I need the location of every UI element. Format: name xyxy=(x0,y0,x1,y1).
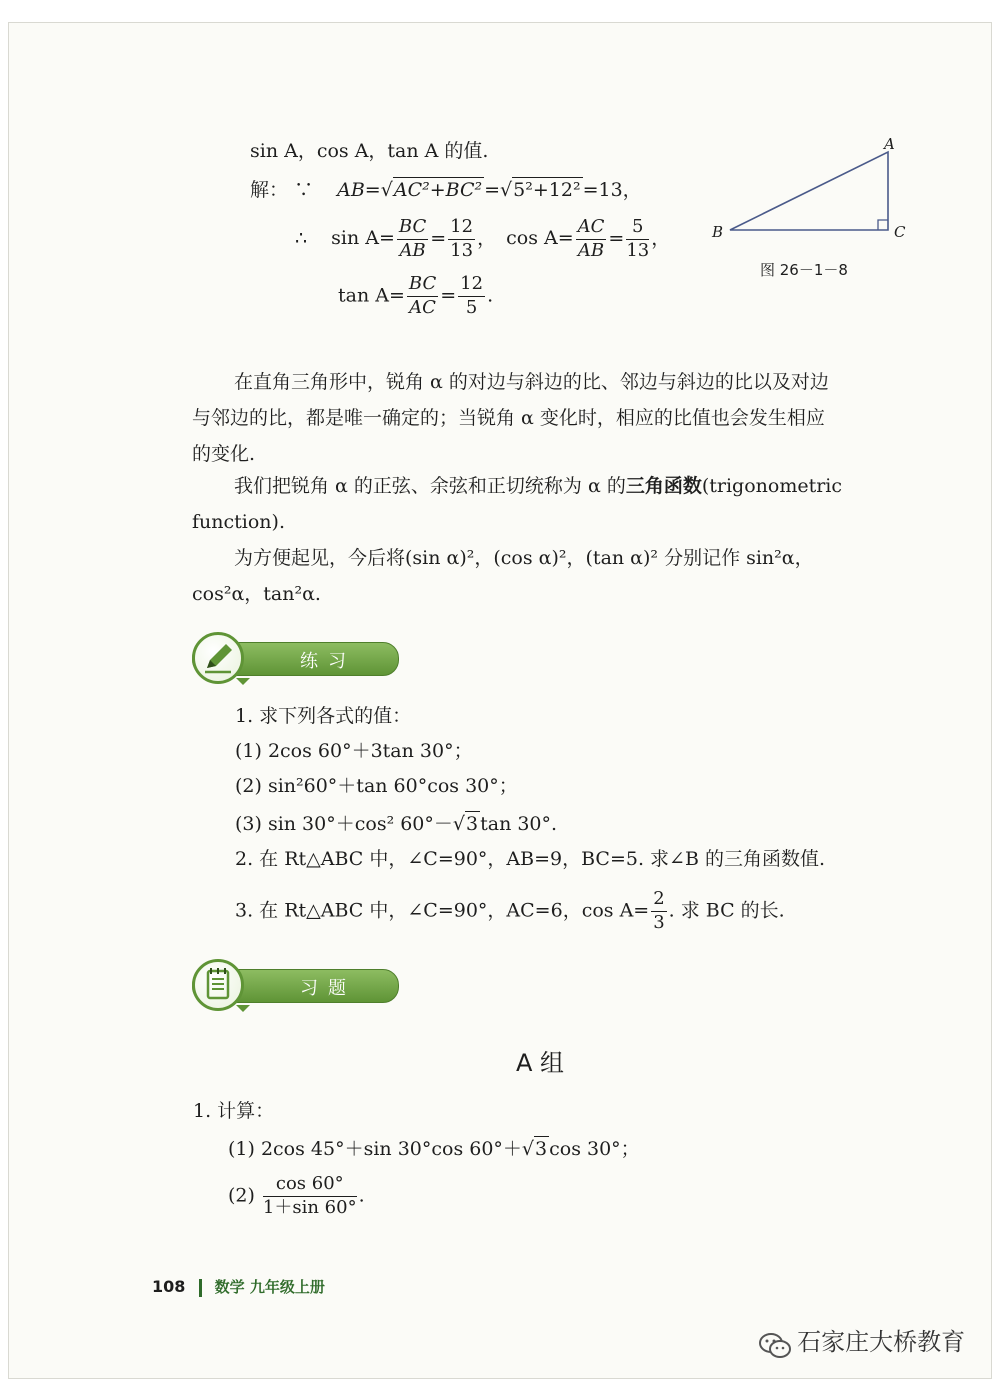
vertex-b-label: B xyxy=(712,223,724,241)
tan-frac2-num: 12 xyxy=(458,275,485,297)
paragraph-2-text: 我们把锐角 α 的正弦、余弦和正切统称为 α 的 xyxy=(234,475,626,497)
practice-q1-3-a: (3) sin 30°＋cos² 60°－ xyxy=(235,813,453,835)
watermark xyxy=(758,1322,965,1361)
ab-result: =13， xyxy=(582,179,642,201)
watermark-text: 石家庄大桥教育 xyxy=(797,1328,966,1356)
vertex-a-label: A xyxy=(884,135,895,153)
tan-frac2-den: 5 xyxy=(465,296,478,318)
practice-q3 xyxy=(235,890,785,933)
practice-q1-3-radicand: 3 xyxy=(466,813,479,835)
tan-a-label: tan A= xyxy=(338,284,405,307)
right-triangle-figure xyxy=(700,130,920,290)
cos-frac2-num: 5 xyxy=(626,218,649,240)
vertex-c-label: C xyxy=(894,223,906,241)
exercise-banner xyxy=(192,965,402,1003)
solution-line-2: ∴ sin A= $\frac{BC}{AB}$ = $\frac{12}{13}$ ， cos A= $\frac{AC}{AB}$ = $\frac{5}{13}$ ， xyxy=(295,216,671,261)
problem-continuation: sin A，cos A，tan A 的值. xyxy=(250,140,489,162)
exercise-q1-2-num: cos 60° xyxy=(263,1175,357,1197)
exercise-q1: 1. 计算： xyxy=(193,1100,275,1122)
cos-frac1-den: AB xyxy=(577,239,605,261)
practice-q1-2: (2) sin²60°＋tan 60°cos 30°； xyxy=(235,775,518,797)
page-number: 108 xyxy=(152,1277,186,1296)
cos-frac1-num: AC xyxy=(576,218,607,240)
practice-q1-3-b: tan 30°. xyxy=(480,813,558,835)
notebook-icon xyxy=(195,962,241,1008)
exercise-q1-1-radicand: 3 xyxy=(535,1138,548,1160)
because-symbol: ∵ xyxy=(294,179,314,201)
exercise-q1-1-a: (1) 2cos 45°＋sin 30°cos 60°＋ xyxy=(228,1138,522,1160)
exercise-q1-2-den: 1＋sin 60° xyxy=(262,1196,357,1218)
practice-q1-3: (3) sin 30°＋cos² 60°－√3 tan 30°. xyxy=(235,813,558,835)
sin-frac1-num: BC xyxy=(397,218,428,240)
solution-line-1: 解： ∵ AB=√AC²+BC² =√5²+12² =13， xyxy=(250,179,642,201)
page-footer xyxy=(152,1276,325,1297)
exercise-q1-1-b: cos 30°； xyxy=(549,1138,640,1160)
notebook-icon-circle xyxy=(192,959,244,1011)
pencil-icon-circle xyxy=(192,632,244,684)
tan-frac1-num: BC xyxy=(407,275,438,297)
trig-function-term: 三角函数 xyxy=(625,475,702,497)
exercise-q1-2 xyxy=(228,1175,365,1218)
practice-q3-b: . 求 BC 的长. xyxy=(668,899,785,922)
paragraph-1-line-1: 在直角三角形中，锐角 α 的对边与斜边的比、邻边与斜边的比以及对边 xyxy=(234,371,829,393)
cos-a-label: cos A= xyxy=(506,227,574,250)
sin-a-label: sin A= xyxy=(331,227,395,250)
book-title: 数学 九年级上册 xyxy=(214,1278,325,1296)
paragraph-3-line-1: 为方便起见，今后将(sin α)²，(cos α)²，(tan α)² 分别记作 sin²α， xyxy=(234,547,814,569)
sin-frac2-num: 12 xyxy=(448,218,475,240)
cos-frac2-den: 13 xyxy=(626,239,650,261)
paragraph-2-line-1 xyxy=(234,468,842,504)
radicand-1: AC²+BC² xyxy=(393,179,483,201)
practice-q3-a: 3. 在 Rt△ABC 中，∠C=90°，AC=6，cos A= xyxy=(235,899,650,922)
solution-jie: 解： xyxy=(250,179,289,201)
solution-line-3: tan A= $\frac{BC}{AC}$ = $\frac{12}{5}$ . xyxy=(338,273,494,318)
practice-banner-label: 练习 xyxy=(300,651,356,672)
paragraph-1-line-2: 与邻边的比，都是唯一确定的；当锐角 α 变化时，相应的比值也会发生相应 xyxy=(192,407,825,429)
paragraph-3-line-2: cos²α，tan²α. xyxy=(192,583,321,605)
tan-frac1-den: AC xyxy=(409,296,436,318)
right-angle-mark xyxy=(878,220,888,230)
practice-q3-den: 3 xyxy=(653,911,665,933)
practice-banner xyxy=(192,638,402,676)
paragraph-1-line-3: 的变化. xyxy=(192,443,256,465)
exercise-banner-label: 习题 xyxy=(300,978,356,999)
practice-q2: 2. 在 Rt△ABC 中，∠C=90°，AB=9，BC=5. 求∠B 的三角函数值. xyxy=(235,848,826,870)
practice-q1-1: (1) 2cos 60°＋3tan 30°； xyxy=(235,740,473,762)
therefore-symbol: ∴ xyxy=(295,227,308,250)
wechat-icon xyxy=(758,1331,792,1361)
practice-q3-num: 2 xyxy=(651,890,666,912)
figure-caption: 图 26－1－8 xyxy=(760,261,848,279)
sin-frac1-den: AB xyxy=(399,239,426,261)
paragraph-2-english: (trigonometric xyxy=(701,475,843,497)
group-a-title: A 组 xyxy=(516,1049,565,1077)
radicand-2: 5²+12² xyxy=(513,179,581,201)
paragraph-2-line-2: function). xyxy=(192,511,285,533)
ab-label: AB= xyxy=(337,179,381,201)
sin-frac2-den: 13 xyxy=(450,239,474,261)
exercise-q1-2-label: (2) xyxy=(228,1184,255,1207)
exercise-q1-1: (1) 2cos 45°＋sin 30°cos 60°＋√3 cos 30°； xyxy=(228,1138,640,1160)
footer-divider xyxy=(199,1279,202,1297)
practice-q1: 1. 求下列各式的值： xyxy=(235,705,412,727)
triangle-abc xyxy=(730,152,888,230)
pencil-icon xyxy=(195,635,241,681)
exercise-q1-2-end: . xyxy=(358,1184,365,1207)
